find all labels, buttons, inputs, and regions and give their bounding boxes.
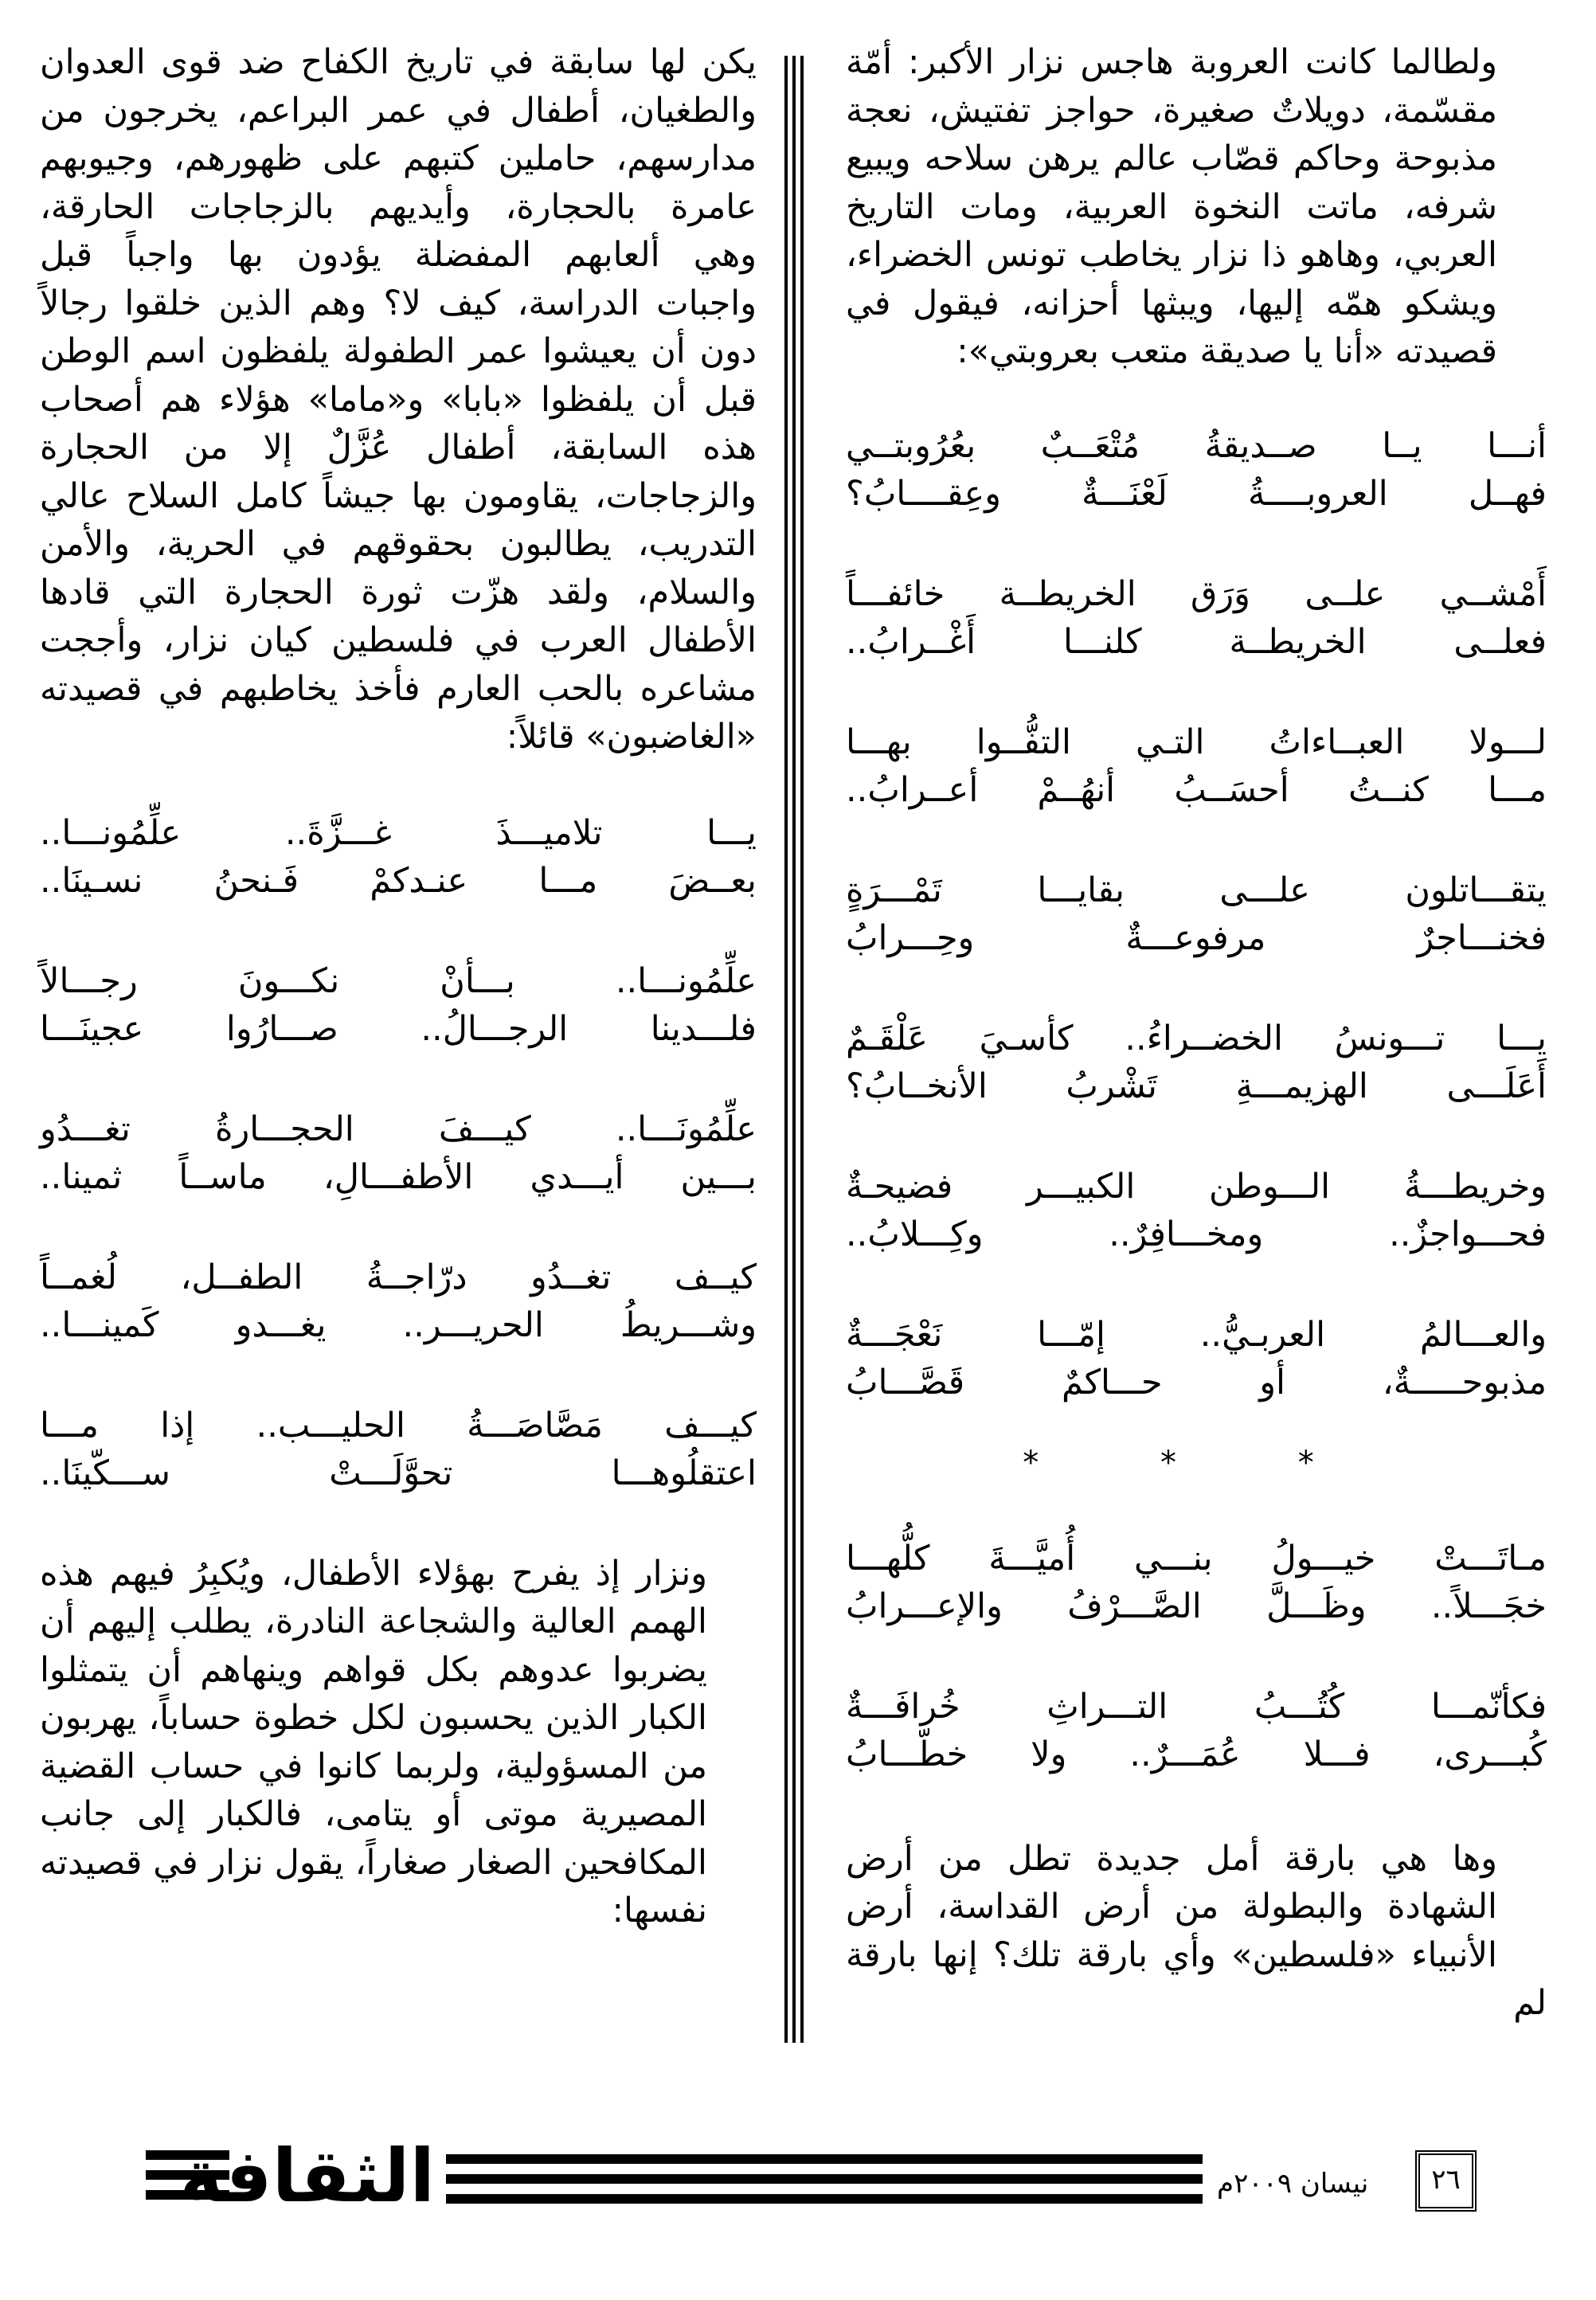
column-divider — [784, 56, 788, 2043]
text-line: الأنبياء «فلسطين» وأي بارقة تلك؟ إنها بارقة لم — [846, 1934, 1547, 2023]
verse-line: اعتقلُوهـــا تحوَّلَـــتْ ســـكّينَا.. — [40, 1453, 757, 1493]
poem-verse — [846, 1311, 1547, 1407]
poem-verse — [846, 1683, 1547, 1779]
poem-verse — [846, 718, 1547, 815]
text-line: التدريب، يطالبون بحقوقهم في الحرية، والأمن — [40, 524, 757, 564]
verse-line: أَمْشــي علــى وَرَق الخريطــة خائفـــاً — [846, 573, 1547, 614]
text-line: ويشكو همّه إليها، ويبثها أحزانه، فيقول في — [846, 283, 1497, 323]
poem-verse — [40, 1105, 757, 1202]
poem-verse — [40, 957, 757, 1054]
verse-line: بـــين أيـــدي الأطفـــالِ، ماســاً ثمينا.. — [40, 1157, 757, 1197]
text-line: قبل أن يلفظوا «بابا» و«ماما» هؤلاء هم أصحاب — [40, 379, 757, 420]
poem-verse — [846, 1535, 1547, 1631]
verse-line: مذبوحـــــةٌ، أو حـــاكمٌ قَصَّـــابُ — [846, 1363, 1547, 1402]
text-line: العربي، وهاهو ذا نزار يخاطب تونس الخضراء، — [846, 235, 1497, 275]
text-line: والزجاجات، يقاومون بها جيشاً كامل السلاح عالي — [40, 475, 757, 516]
text-line: مشاعره بالحب العارم فأخذ يخاطبهم في قصيدته — [40, 668, 757, 709]
text-line: وها هي بارقة أمل جديدة تطل من أرض — [846, 1838, 1497, 1879]
verse-line: مـاتَـــتْ خيـــولُ بنـــي أُميَّـــةَ كلُّهـــا — [846, 1538, 1547, 1578]
text-line: الكبار الذين يحسبون لكل خطوة حساباً، يهربون — [40, 1698, 707, 1738]
verse-line: خجَـــلاً.. وظَـــلَّ الصَّـــرْفُ والإعـــرابُ — [846, 1586, 1547, 1626]
text-line: الشهادة والبطولة من أرض القداسة، أرض — [846, 1887, 1497, 1926]
poem-verse — [40, 1402, 757, 1498]
verse-line: يتقـــاتلون علـــى بقايـــا تَمْـــرَةٍ — [846, 870, 1547, 910]
text-line: عامرة بالحجارة، وأيديهم بالزجاجات الحارقة، — [40, 186, 757, 227]
text-line: قصيدته «أنا يا صديقة متعب بعروبتي»: — [956, 331, 1497, 371]
section-separator: * * * — [1023, 1444, 1370, 1481]
verse-line: علِّمُونَـــا.. كيـــفَ الحجـــارةُ تغـــدُو — [40, 1109, 757, 1149]
text-line: المصيرية موتى أو يتامى، فالكبار إلى جانب — [40, 1794, 707, 1834]
text-line: ولطالما كانت العروبة هاجس نزار الأكبر: أمّة — [846, 42, 1497, 82]
verse-line: يـــا تلاميـــذَ غـــزَّةَ.. علِّمُونـــا.. — [40, 812, 757, 853]
footer-decorative-bars — [446, 2154, 1203, 2218]
poem-verse — [846, 866, 1547, 963]
verse-line: أنـــا يــا صــديقةُ مُتْعَــبٌ بعُرُوبتــي — [846, 425, 1547, 466]
verse-line: فكأنّمـــا كُتُـــبُ التـــراثِ خُرافَـــةٌ — [846, 1686, 1547, 1727]
verse-line: كيــف تغــدُو درّاجــةُ الطفــل، لُغمــاً — [40, 1257, 757, 1297]
text-line: ونزار إذ يفرح بهؤلاء الأطفال، ويُكبِرُ فيهم هذه — [40, 1553, 707, 1594]
verse-line: لـــولا العبــاءاتُ التـي التفُّــوا بهـــا — [846, 722, 1547, 762]
poem-verse — [846, 570, 1547, 667]
right-outro-paragraph — [846, 1835, 1547, 2028]
verse-line: مـــا كنــتُ أحسَــبُ أنهُــمْ أعــرابُ.. — [846, 770, 1547, 810]
verse-line: فهــل العروبــــةُ لَعْنَـــةٌ وعِقــــابُ؟ — [846, 474, 1547, 514]
verse-line: كُبـــرى، فـــلا عُمَـــرٌ.. ولا خطّـــابُ — [846, 1735, 1547, 1774]
poem-verse — [40, 809, 757, 906]
verse-line: فعلــى الخريطــة كلنـــا أَغْــرابُ.. — [846, 622, 1547, 662]
text-line: مذبوحة وحاكم قصّاب عالم يرهن سلاحه ويبيع — [846, 139, 1497, 178]
issue-date: نيسان ٢٠٠٩م — [1217, 2168, 1369, 2200]
poem-verse — [846, 1015, 1547, 1111]
poem-verse — [40, 1254, 757, 1350]
left-outro-paragraph — [40, 1550, 757, 1935]
verse-line: علِّمُونـــا.. بـــأنْ نكـــونَ رجـــالاً — [40, 960, 757, 1001]
text-line: والسلام، ولقد هزّت ثورة الحجارة التي قادها — [40, 572, 757, 612]
verse-line: فلـــدينا الرجـــالُ.. صـــارُوا عجينَـــا — [40, 1009, 757, 1049]
text-line: واجبات الدراسة، كيف لا؟ وهم الذين خلقوا رجالاً — [40, 283, 757, 323]
verse-line: وخريطـــةُ الـــوطن الكبيـــر فضيحـةٌ — [846, 1166, 1547, 1207]
text-line: دون أن يعيشوا عمر الطفولة يلفظون اسم الوطن — [40, 331, 757, 371]
text-line: مقسّمة، دويلاتٌ صغيرة، حواجز تفتيش، نعجة — [846, 90, 1497, 131]
poem-verse — [846, 422, 1547, 518]
text-line: «الغاضبون» قائلاً: — [506, 717, 757, 757]
verse-line: أَعَلَـــى الهزيمـــةِ تَشْربُ الأنخــابُ؟ — [846, 1066, 1547, 1106]
text-line: المكافحين الصغار صغاراً، يقول نزار في قصيدته — [40, 1842, 707, 1883]
text-line: هذه السابقة، أطفال عُزَّلٌ إلا من الحجارة — [40, 428, 757, 467]
verse-line: فخنـــاجرٌ مرفوعـــةٌ وحِـــرابُ — [846, 918, 1547, 958]
verse-line: يـــا تـــونسُ الخضــراءُ.. كأسـيَ عَلْقَـمٌ — [846, 1018, 1547, 1058]
verse-line: كيـــف مَصَّاصَـــةُ الحليـــب.. إذا مـــا — [40, 1405, 757, 1445]
text-line: والطغيان، أطفال في عمر البراعم، يخرجون من — [40, 90, 757, 131]
text-line: يكن لها سابقة في تاريخ الكفاح ضد قوى العدوان — [40, 42, 757, 82]
verse-line: فحـــواجزٌ.. ومخـــافِرٌ.. وكِـــلابُ.. — [846, 1215, 1547, 1254]
right-intro-paragraph — [846, 38, 1547, 376]
text-line: من المسؤولية، ولربما كانوا في حساب القضية — [40, 1746, 707, 1786]
text-line: مدارسهم، حاملين كتبهم على ظهورهم، وجيوبهم — [40, 139, 757, 178]
left-intro-paragraph — [40, 38, 757, 761]
verse-line: والعـــالمُ العربـيُّ.. إمّـــا نَعْجَـــةٌ — [846, 1314, 1547, 1355]
text-line: شرفه، ماتت النخوة العربية، ومات التاريخ — [846, 186, 1497, 227]
text-line: يضربوا عدوهم بكل قواهم وينهاهم أن يتمثلوا — [40, 1649, 707, 1690]
column-divider — [792, 56, 796, 2043]
text-line: وهي ألعابهم المفضلة يؤدون بها واجباً قبل — [40, 235, 757, 275]
text-line: نفسها: — [612, 1891, 707, 1930]
page-number: ٢٦ — [1415, 2150, 1477, 2212]
poem-verse — [846, 1163, 1547, 1259]
verse-line: وشـــريطُ الحريـــر.. يغـــدو كَمينـــا.. — [40, 1305, 757, 1345]
column-divider — [800, 56, 804, 2043]
left-column — [40, 38, 757, 1935]
magazine-logo: الثقافة — [179, 2134, 435, 2219]
text-line: الهمم العالية والشجاعة النادرة، يطلب إليهم أن — [40, 1602, 707, 1641]
text-line: الأطفال العرب في فلسطين كيان نزار، وأججت — [40, 620, 757, 660]
verse-line: بعــضَ مـــا عنـدكمْ فَـنحنُ نسـينَا.. — [40, 861, 757, 901]
right-column — [846, 38, 1547, 2028]
